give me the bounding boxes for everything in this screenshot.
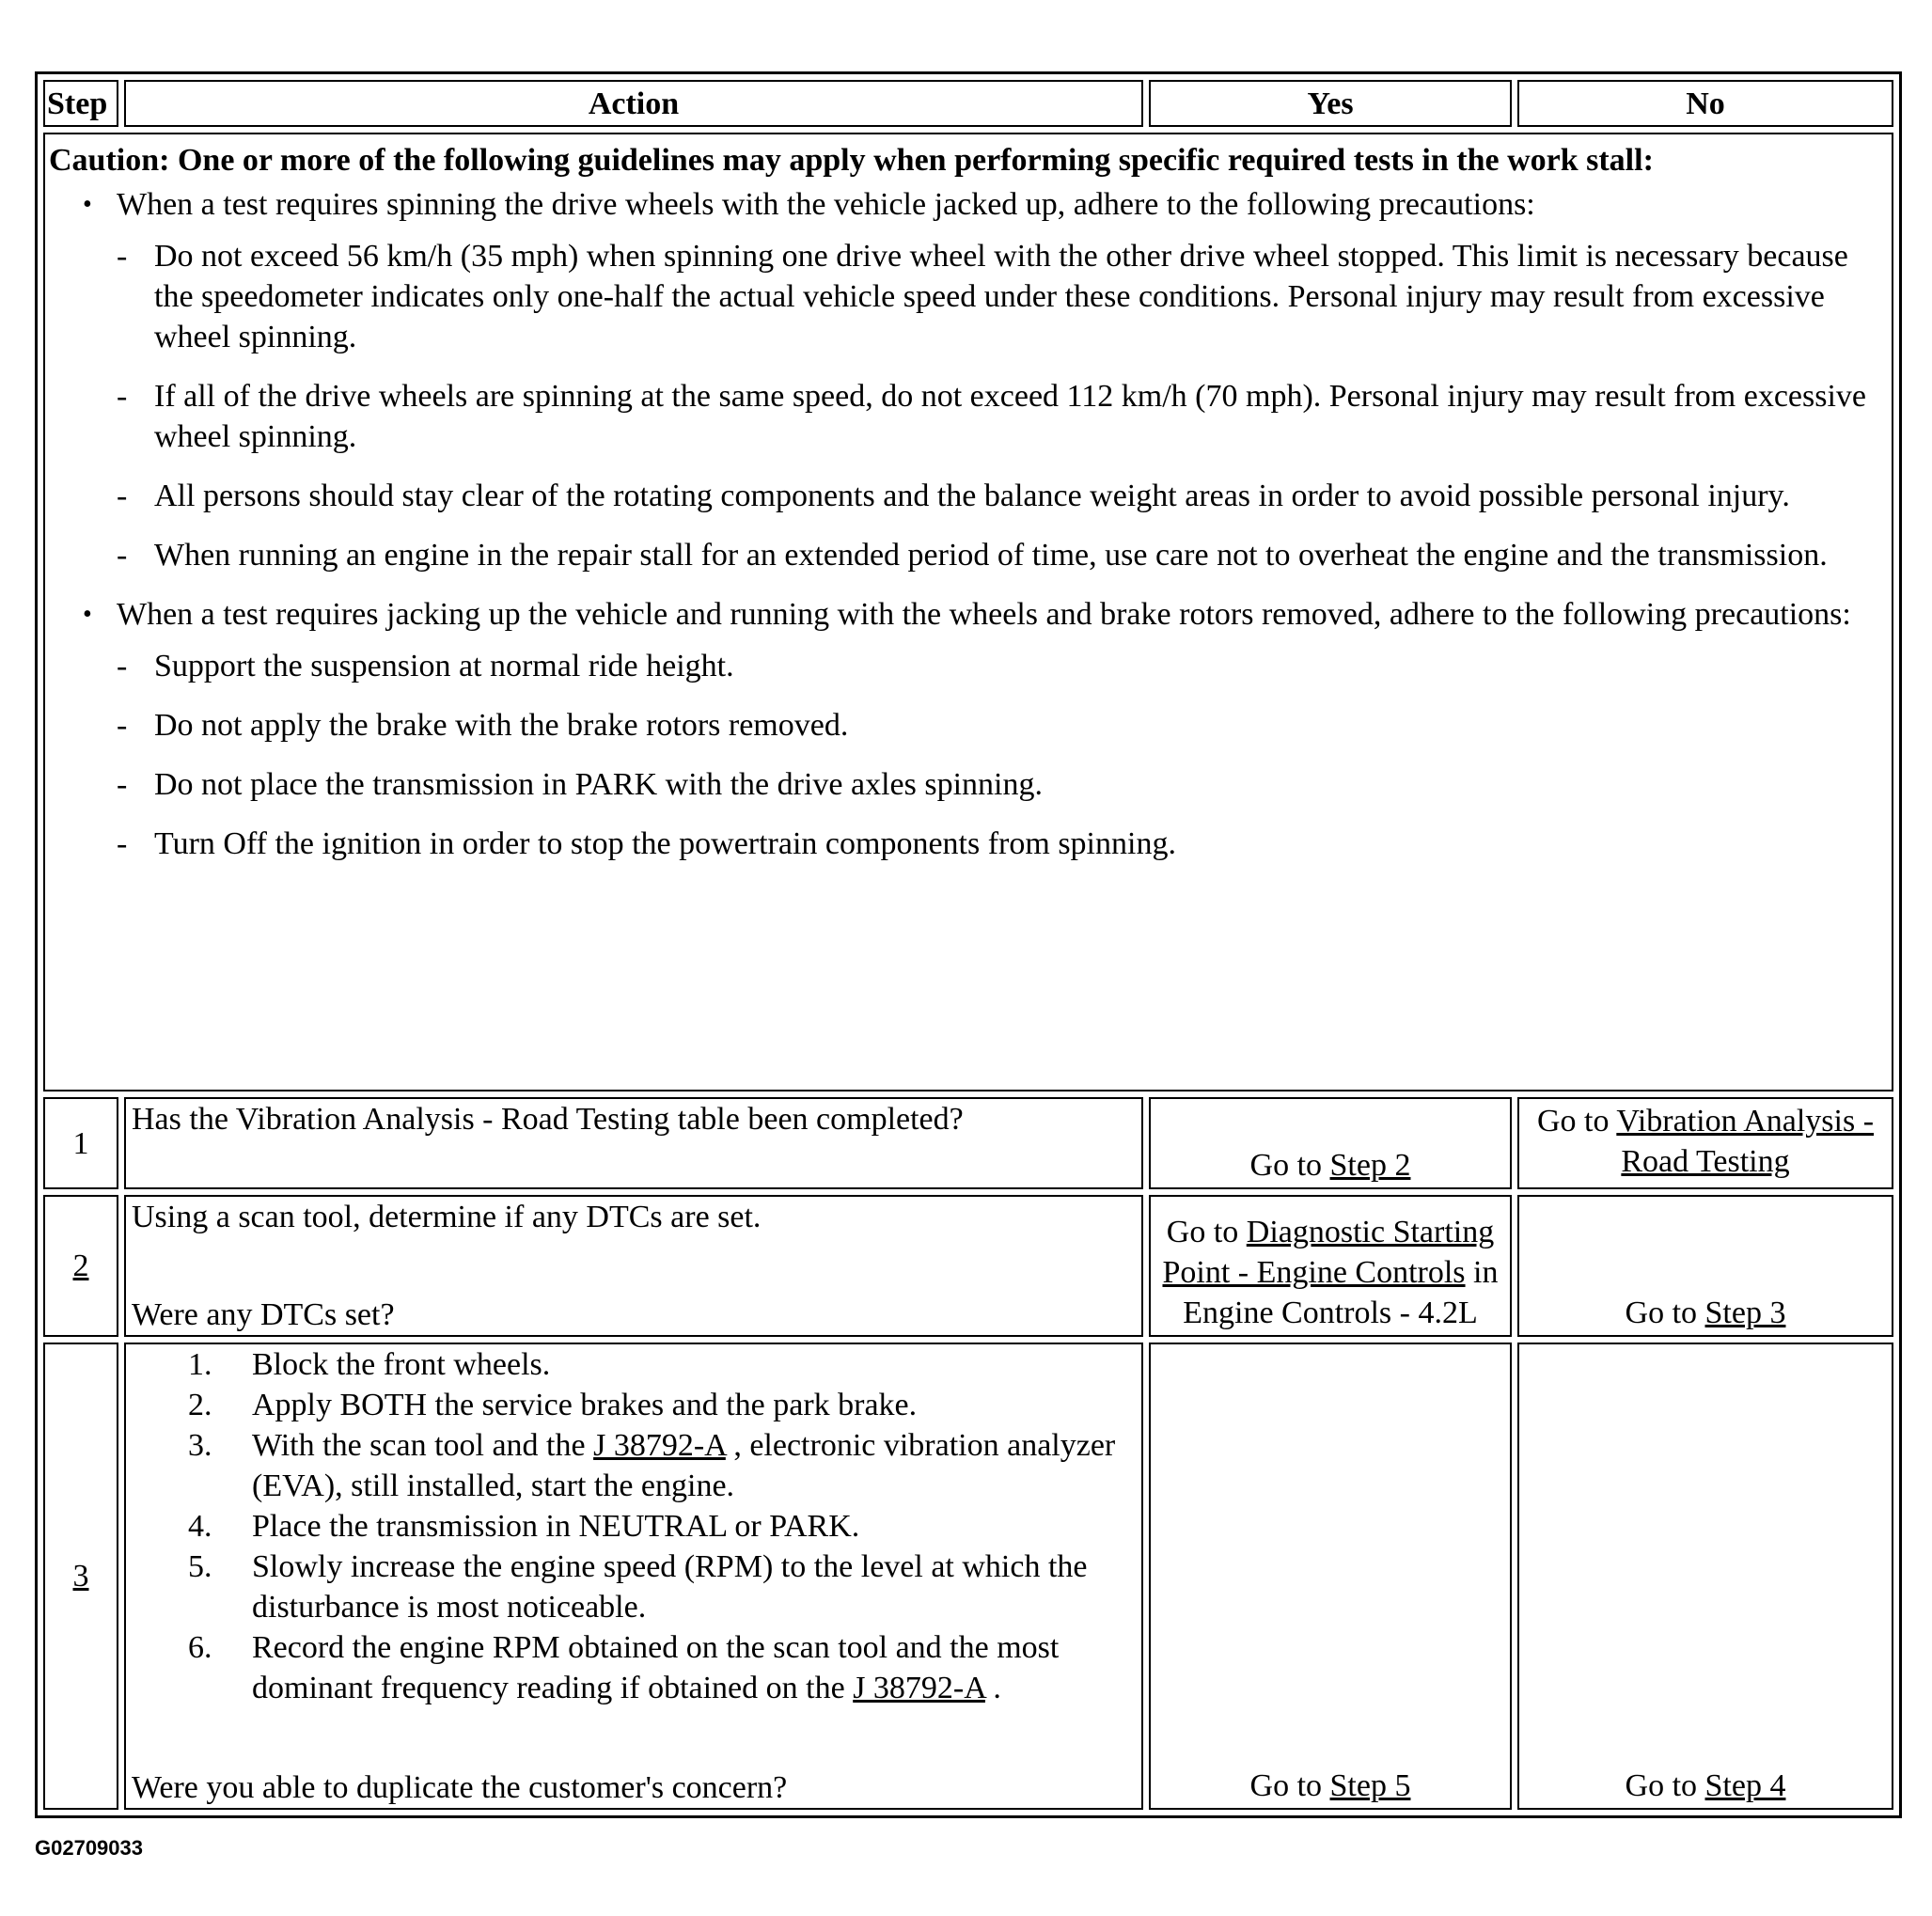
- precaution-item: - Do not exceed 56 km/h (35 mph) when spinning one drive wheel with the other drive wheel stopped. This limit is necessary because the speedometer indicates only one-half the actual vehicle speed under these conditions. Personal injury may result from excessive wheel spinning.: [117, 236, 1886, 357]
- step-index: 4.: [188, 1509, 212, 1544]
- table-row: [43, 1195, 1893, 1337]
- no-cell: [1517, 1097, 1893, 1189]
- step-text: Record the engine RPM obtained on the scan tool and the most dominant frequency reading if obtained on the: [252, 1630, 1060, 1705]
- header-no: No: [1517, 80, 1893, 127]
- procedure-step: [188, 1425, 1136, 1506]
- step-index: 3.: [188, 1428, 212, 1463]
- action-question: Has the Vibration Analysis - Road Testing table been completed?: [132, 1102, 964, 1137]
- no-link[interactable]: Step 4: [1704, 1768, 1786, 1803]
- precaution-item: - Support the suspension at normal ride height.: [117, 646, 1886, 686]
- no-prefix: Go to: [1625, 1768, 1705, 1803]
- procedure-step: [188, 1547, 1136, 1627]
- precaution-item: - Do not apply the brake with the brake rotors removed.: [117, 705, 1886, 746]
- step-text: Apply BOTH the service brakes and the park brake.: [252, 1388, 918, 1422]
- caution-row: [43, 133, 1893, 1091]
- step-number-cell: [43, 1195, 118, 1337]
- yes-link[interactable]: Step 5: [1329, 1768, 1411, 1803]
- header-action: Action: [124, 80, 1143, 127]
- yes-suffix: in Engine Controls - 4.2L: [1183, 1255, 1499, 1330]
- precaution-list: [117, 646, 1886, 864]
- action-content: [132, 1344, 1136, 1808]
- action-question: Were any DTCs set?: [132, 1297, 395, 1332]
- procedure-step: [188, 1385, 1136, 1425]
- no-prefix: Go to: [1536, 1104, 1617, 1139]
- precaution-item: - Do not place the transmission in PARK with the drive axles spinning.: [117, 764, 1886, 805]
- action-cell: [124, 1195, 1143, 1337]
- table-row: [43, 1343, 1893, 1810]
- caution-bullet-text: • When a test requires spinning the drive wheels with the vehicle jacked up, adhere to the following precautions:: [117, 187, 1535, 222]
- caution-cell: [43, 133, 1893, 1091]
- yes-link[interactable]: Step 2: [1329, 1148, 1411, 1183]
- precaution-item: - All persons should stay clear of the rotating components and the balance weight areas in order to avoid possible personal injury.: [117, 476, 1886, 516]
- step-index: 2.: [188, 1388, 212, 1422]
- caution-title: Caution: One or more of the following guidelines may apply when performing specific required tests in the work stall:: [49, 143, 1654, 178]
- yes-cell: [1149, 1343, 1512, 1810]
- yes-prefix: Go to: [1249, 1768, 1330, 1803]
- action-text: Using a scan tool, determine if any DTCs are set.: [132, 1200, 762, 1234]
- action-cell: [124, 1097, 1143, 1189]
- table-row: [43, 1097, 1893, 1189]
- step-text: Slowly increase the engine speed (RPM) to the level at which the disturbance is most noticeable.: [252, 1549, 1088, 1625]
- step-text: , electronic vibration analyzer (EVA), still installed, start the engine.: [252, 1428, 1116, 1503]
- action-question: Were you able to duplicate the customer's concern?: [132, 1770, 788, 1805]
- procedure-step: [188, 1344, 1136, 1385]
- step-index: 5.: [188, 1549, 212, 1584]
- action-content: [132, 1197, 1136, 1335]
- header-row: [43, 80, 1893, 127]
- precaution-list: [117, 236, 1886, 575]
- caution-bullet-text: • When a test requires jacking up the vehicle and running with the wheels and brake rotors removed, adhere to the following precautions:: [117, 597, 1851, 632]
- diagnostic-table: [35, 71, 1902, 1818]
- step-index: 6.: [188, 1630, 212, 1665]
- precaution-item: - When running an engine in the repair stall for an extended period of time, use care not to overheat the engine and the transmission.: [117, 535, 1886, 575]
- header-step: Step: [43, 80, 118, 127]
- procedure-step: [188, 1506, 1136, 1547]
- step-text: .: [984, 1671, 1001, 1705]
- yes-cell: [1149, 1195, 1512, 1337]
- tool-link[interactable]: J 38792-A: [593, 1428, 726, 1463]
- step-number-link[interactable]: 3: [72, 1559, 89, 1594]
- procedure-steps: [132, 1344, 1136, 1708]
- caution-bullets: [49, 184, 1886, 864]
- no-cell: [1517, 1195, 1893, 1337]
- no-cell: [1517, 1343, 1893, 1810]
- no-link[interactable]: Vibration Analysis - Road Testing: [1616, 1104, 1875, 1179]
- header-yes: Yes: [1149, 80, 1512, 127]
- precaution-item: - Turn Off the ignition in order to stop the powertrain components from spinning.: [117, 824, 1886, 864]
- step-number-link[interactable]: 2: [72, 1249, 89, 1283]
- yes-prefix: Go to: [1249, 1148, 1330, 1183]
- tool-link[interactable]: J 38792-A: [853, 1671, 985, 1705]
- precaution-item: - If all of the drive wheels are spinning at the same speed, do not exceed 112 km/h (70 mph). Personal injury may result from excessive wheel spinning.: [117, 376, 1886, 457]
- no-link[interactable]: Step 3: [1704, 1296, 1786, 1330]
- step-text: Block the front wheels.: [252, 1347, 551, 1382]
- no-prefix: Go to: [1625, 1296, 1705, 1330]
- yes-link[interactable]: Diagnostic Starting Point - Engine Controls: [1162, 1215, 1495, 1290]
- step-text: Place the transmission in NEUTRAL or PARK.: [252, 1509, 860, 1544]
- step-number: 1: [43, 1097, 118, 1189]
- caution-bullet: [83, 184, 1886, 575]
- step-text: With the scan tool and the: [252, 1428, 594, 1463]
- figure-id: G02709033: [35, 1836, 143, 1860]
- procedure-step: [188, 1627, 1136, 1708]
- step-number-cell: [43, 1343, 118, 1810]
- yes-cell: [1149, 1097, 1512, 1189]
- yes-prefix: Go to: [1166, 1215, 1247, 1249]
- step-index: 1.: [188, 1347, 212, 1382]
- action-cell: [124, 1343, 1143, 1810]
- caution-bullet: [83, 594, 1886, 864]
